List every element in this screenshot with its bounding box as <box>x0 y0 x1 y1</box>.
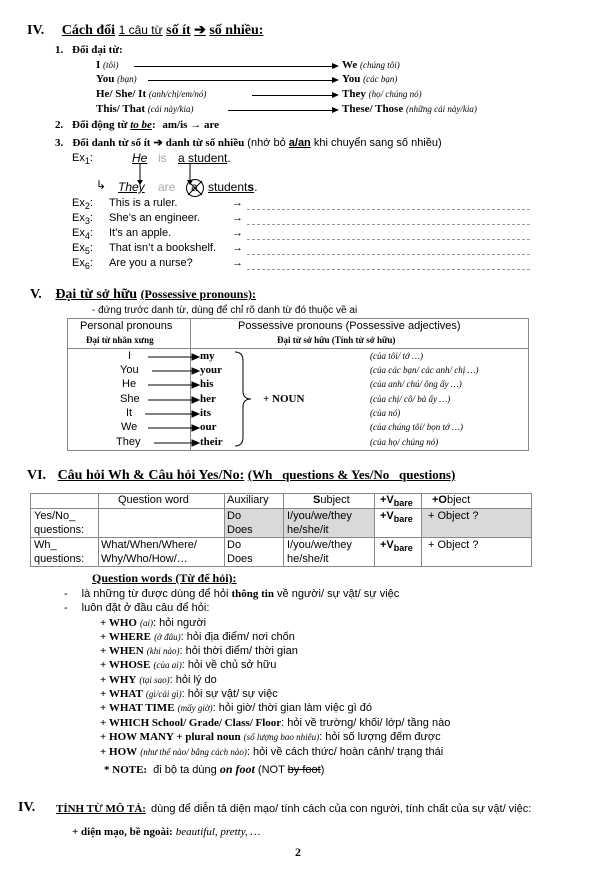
item-2-colon: : <box>151 119 156 131</box>
wh-head-auxiliary: Auxiliary <box>227 494 269 506</box>
qw-item-where <box>100 631 295 643</box>
possessive-arrowhead-our <box>192 425 199 431</box>
pronoun-right: They <box>342 88 366 100</box>
possessive-subheader: Đại từ sở hữu (Tính từ sở hữu) <box>277 335 396 345</box>
section-7-item <box>72 826 260 838</box>
ex3-arrow: → <box>232 212 243 224</box>
pronoun-right: You <box>342 73 361 85</box>
wh-r2-qw-a: What/When/Where/ <box>101 539 197 551</box>
wh-r2-verb-a: +V <box>380 539 394 551</box>
wh-head-verb <box>380 494 413 508</box>
qw-item-how-many <box>100 731 441 743</box>
section-6-title-a: Câu hỏi Wh & Câu hỏi Yes/No: <box>57 468 245 483</box>
ex2-arrow: → <box>232 197 243 209</box>
qw-bullet-1 <box>64 588 399 600</box>
note-line <box>104 762 324 777</box>
pronoun-you: You <box>120 364 139 376</box>
qw-item-who <box>100 617 206 629</box>
wh-head-question-word: Question word <box>118 494 189 506</box>
ex-colon: : <box>89 197 93 209</box>
item-1-label: Đổi đại từ: <box>72 44 123 56</box>
qw-bullet-1-c: về người/ sự vật/ sự việc <box>277 588 400 600</box>
wh-r2-verb-sub: bare <box>393 543 413 554</box>
question-words-title: Question words (Từ để hỏi): <box>92 571 237 585</box>
pronoun-left-note: (cái này/kia) <box>147 104 194 114</box>
wh-head-subject <box>313 494 350 506</box>
section-5-number: V. <box>30 287 42 302</box>
note-on-foot: on foot <box>219 762 255 776</box>
ex1-a-student-text: a student <box>178 151 228 165</box>
ex5-label <box>72 242 93 256</box>
wh-table-col-4 <box>374 493 375 567</box>
qw-bullet-1-dash: - <box>64 588 68 600</box>
qw-word: + WHERE <box>100 631 151 643</box>
pronoun-row-3-right <box>342 88 422 100</box>
qw-note: (số lượng bao nhiêu) <box>243 732 320 742</box>
ex-label: Ex <box>72 227 85 239</box>
qw-note: (như thế nào/ bằng cách nào) <box>140 747 247 757</box>
pronoun-they: They <box>116 436 141 448</box>
qw-meaning: : hỏi về cách thức/ hoàn cảnh/ trạng thái <box>246 746 444 758</box>
possessive-arrowhead-her <box>192 397 199 403</box>
note-close: ) <box>320 764 325 776</box>
section-5-heading <box>30 287 256 303</box>
meaning-my: (của tôi/ tớ …) <box>370 351 424 361</box>
wh-r2-object: + Object ? <box>428 539 479 551</box>
pronoun-arrowhead-1 <box>332 63 339 69</box>
qw-item-what-time <box>100 702 372 714</box>
item-3-label-b: danh từ số nhiều <box>165 137 245 149</box>
ex5-answer-line[interactable] <box>247 254 530 255</box>
pronoun-right: These/ Those <box>342 103 404 115</box>
item-3-label-a: Đổi danh từ số ít <box>72 137 151 149</box>
item-3-note-a: (nhớ bỏ <box>247 137 286 149</box>
wh-r1-verb-a: +V <box>380 510 394 522</box>
item-2-verb: to be <box>130 119 152 131</box>
qw-item-whose <box>100 659 276 671</box>
ex1-they: They <box>118 180 145 194</box>
wh-r2-label-a: Wh_ <box>34 539 57 551</box>
section-4-title-a: Cách đổi <box>61 23 116 38</box>
section-6-title-b: (Wh_ questions & Yes/No_ questions) <box>247 467 456 482</box>
ex1-is: is <box>158 151 167 165</box>
page-number: 2 <box>295 845 301 859</box>
poss-our: our <box>200 421 217 433</box>
ex-sub: 3 <box>84 216 90 227</box>
pronoun-left-note: (bạn) <box>117 74 137 84</box>
pronoun-right-note: (chúng tôi) <box>360 60 400 70</box>
note-label: * NOTE: <box>104 764 148 776</box>
ex-sub: 5 <box>84 246 90 257</box>
item-2-result: are <box>203 119 220 131</box>
section-5-desc-text: đứng trước danh từ, dùng để chỉ rõ danh từ đó thuộc về ai <box>98 305 358 316</box>
ex-label: Ex <box>72 242 85 254</box>
section-7-desc: dùng để diễn tả diện mạo/ tính cách của con người, tính chất của sự vật/ việc: <box>151 803 532 815</box>
wh-r1-label-b: questions: <box>34 524 85 536</box>
pronoun-row-1-right <box>342 59 400 71</box>
ex-sub: 4 <box>84 231 90 242</box>
pronoun-left-note: (tôi) <box>103 60 119 70</box>
possessive-arrows <box>140 350 200 450</box>
meaning-its: (của nó) <box>370 408 401 418</box>
qw-meaning: : hỏi lý do <box>169 674 217 686</box>
qw-word: + WHAT <box>100 688 143 700</box>
wh-r1-verb-sub: bare <box>393 514 413 525</box>
pronoun-arrowhead-3 <box>332 92 339 98</box>
wh-head-object-a: +O <box>432 494 447 506</box>
ex1-label <box>72 152 93 166</box>
poss-my: my <box>200 350 215 362</box>
possessive-header: Possessive pronouns (Possessive adjectives) <box>238 320 461 332</box>
section-5-bullet: - <box>92 305 96 316</box>
ex1-he: He <box>132 151 148 165</box>
ex3-answer-line[interactable] <box>247 224 530 225</box>
pronoun-row-4-left <box>96 103 194 115</box>
ex5-arrow: → <box>232 242 243 254</box>
ex-label: Ex <box>72 212 85 224</box>
pronoun-row-2-left <box>96 73 137 85</box>
possessive-arrowhead-his <box>192 382 199 388</box>
qw-bullet-2-dash: - <box>64 602 68 614</box>
qw-meaning: : hỏi sự vật/ sự việc <box>181 688 278 700</box>
section-5-desc <box>92 305 357 316</box>
qw-word: + WHEN <box>100 645 144 657</box>
section-4-title-c: số ít <box>166 23 191 38</box>
ex1-are: are <box>158 180 176 194</box>
item-2-label: Đổi động từ <box>72 119 128 131</box>
qw-word: + HOW <box>100 746 138 758</box>
item-3-arrow: ➔ <box>153 137 163 149</box>
meaning-our: (của chúng tôi/ bọn tớ …) <box>370 422 464 432</box>
wh-table-line-2 <box>30 537 532 538</box>
wh-r1-aux-a: Do <box>227 510 242 522</box>
qw-item-which <box>100 717 450 729</box>
qw-word: + WHOSE <box>100 659 151 671</box>
ex3-label <box>72 212 93 226</box>
qw-word: + WHO <box>100 617 137 629</box>
possessive-arrowhead-my <box>192 354 199 360</box>
qw-meaning: : hỏi số lượng đếm được <box>319 731 441 743</box>
personal-pronouns-subheader: Đại từ nhân xưng <box>86 335 154 345</box>
item-3-note-c: khi chuyển sang số nhiều) <box>313 137 442 149</box>
qw-item-how <box>100 746 443 758</box>
qw-bullet-2-text: luôn đặt ở đầu câu để hỏi: <box>81 602 210 614</box>
item-3-number: 3. <box>55 137 64 149</box>
pronoun-we: We <box>121 421 138 433</box>
pronoun-right-note: (những cái này/kia) <box>405 104 477 114</box>
pronoun-left: I <box>96 59 101 71</box>
section-6-number: VI. <box>27 468 47 483</box>
wh-table-col-1 <box>98 493 99 567</box>
note-by-foot: by foot <box>287 764 321 776</box>
pronoun-left-note: (anh/chị/em/nó) <box>148 89 207 99</box>
ex3-text: She’s an engineer. <box>109 212 200 224</box>
ex-sub: 6 <box>84 261 90 272</box>
qw-bullet-2 <box>64 602 209 614</box>
wh-r2-subj-a: I/you/we/they <box>287 539 352 551</box>
ex1-students <box>208 180 257 194</box>
pronoun-row-4-right <box>342 103 477 115</box>
item-2-line <box>55 119 219 131</box>
section-7-line <box>56 803 531 815</box>
wh-r2-label-b: questions: <box>34 553 85 565</box>
pronoun-row-2-right <box>342 73 397 85</box>
item-1-heading <box>55 44 123 56</box>
qw-item-why <box>100 674 217 686</box>
qw-note: (mấy giờ) <box>177 703 213 713</box>
qw-note: (khi nào) <box>146 646 180 656</box>
ex-colon: : <box>89 212 93 224</box>
pronoun-arrowhead-2 <box>332 77 339 83</box>
ex6-text: Are you a nurse? <box>109 257 193 269</box>
ex1-students-a: student <box>208 180 248 194</box>
qw-word: + WHICH School/ Grade/ Class/ Floor <box>100 717 282 729</box>
pronoun-he: He <box>122 378 137 390</box>
pronoun-row-3-left <box>96 88 206 100</box>
pronoun-left: This/ That <box>96 103 146 115</box>
ex-colon: : <box>89 257 93 269</box>
qw-note: (của ai) <box>153 660 182 670</box>
ex6-arrow: → <box>232 257 243 269</box>
ex6-answer-line[interactable] <box>247 269 530 270</box>
qw-item-what <box>100 688 278 700</box>
section-7-item-label: + diện mạo, bề ngoài: <box>72 826 173 838</box>
qw-word: + WHY <box>100 674 137 686</box>
qw-note: (ở đâu) <box>154 632 181 642</box>
section-4-title-d: số nhiều: <box>209 23 264 38</box>
meaning-their: (của họ/ chúng nó) <box>370 437 439 447</box>
qw-meaning: : hỏi thời điểm/ thời gian <box>179 645 298 657</box>
pronoun-arrow-4 <box>228 110 332 111</box>
qw-word: + WHAT TIME <box>100 702 175 714</box>
qw-meaning: : hỏi về trường/ khối/ lớp/ tầng nào <box>281 717 451 729</box>
possessive-arrowhead-their <box>192 440 199 446</box>
section-6-heading <box>27 467 455 484</box>
qw-meaning: : hỏi người <box>153 617 207 629</box>
item-1-number: 1. <box>55 44 64 56</box>
ex4-label <box>72 227 93 241</box>
wh-r1-verb <box>380 510 413 524</box>
meaning-your: (của các bạn/ các anh/ chị …) <box>370 365 479 375</box>
wh-r2-aux-b: Does <box>227 553 253 565</box>
section-7-number: IV. <box>18 800 36 815</box>
wh-r1-label-a: Yes/No_ <box>34 510 76 522</box>
ex2-text: This is a ruler. <box>109 197 178 209</box>
wh-r2-qw-b: Why/Who/How/… <box>101 553 188 565</box>
wh-r2-aux-a: Do <box>227 539 242 551</box>
pronoun-row-1-left <box>96 59 119 71</box>
qw-note: (tại sao) <box>139 675 170 685</box>
ex1-students-b: s <box>247 180 255 194</box>
pronoun-arrow-2 <box>148 80 332 81</box>
wh-table <box>30 493 532 567</box>
pronoun-right: We <box>342 59 358 71</box>
poss-her: her <box>200 393 216 405</box>
ex1-label-colon: : <box>89 152 93 164</box>
ex2-label <box>72 197 93 211</box>
ex-colon: : <box>89 242 93 254</box>
wh-r1-subj-a: I/you/we/they <box>287 510 352 522</box>
item-3-note-b: a/an <box>288 137 311 149</box>
possessive-table-header-line <box>67 348 529 349</box>
plus-noun: + NOUN <box>263 393 305 405</box>
wh-head-object <box>432 494 470 506</box>
poss-its: its <box>200 407 211 419</box>
qw-bullet-1-a: là những từ được dùng để hỏi <box>81 588 229 600</box>
ex1-label-sub: 1 <box>84 156 90 167</box>
poss-his: his <box>200 378 214 390</box>
ex1-period2: . <box>254 180 258 194</box>
pronoun-it: It <box>126 407 133 419</box>
pronoun-i: I <box>128 350 132 362</box>
meaning-her: (của chị/ cô/ bà ấy …) <box>370 394 451 404</box>
pronoun-arrow-1 <box>134 66 332 67</box>
qw-meaning: : hỏi giờ/ thời gian làm việc gì đó <box>212 702 372 714</box>
section-4-number: IV. <box>27 23 45 38</box>
section-7-title: TÍNH TỪ MÔ TẢ: <box>56 803 146 815</box>
section-4-heading <box>27 22 263 39</box>
ex4-arrow: → <box>232 227 243 239</box>
ex1-a: a <box>191 180 198 194</box>
pronoun-arrowhead-4 <box>332 107 339 113</box>
wh-r1-subj-b: he/she/it <box>287 524 329 536</box>
item-3-line <box>55 136 442 149</box>
ex-label: Ex <box>72 197 85 209</box>
pronoun-left: He/ She/ It <box>96 88 147 100</box>
poss-your: your <box>200 364 222 376</box>
item-2-arrow: → <box>190 119 202 131</box>
qw-meaning: : hỏi về chủ sở hữu <box>181 659 277 671</box>
wh-head-object-b: bject <box>446 494 471 506</box>
ex-colon: : <box>89 227 93 239</box>
pronoun-she: She <box>120 393 140 405</box>
section-7-item-examples: beautiful, pretty, … <box>175 826 261 838</box>
ex2-answer-line[interactable] <box>247 209 530 210</box>
ex1-period: . <box>227 151 231 165</box>
qw-note: (ai) <box>140 618 153 628</box>
qw-item-when <box>100 645 298 657</box>
possessive-arrowhead-your <box>192 368 199 374</box>
section-5-title-a: Đại từ sở hữu <box>55 287 138 302</box>
pronoun-right-note: (các bạn) <box>363 74 398 84</box>
pronoun-arrow-3 <box>252 95 332 96</box>
ex4-text: It’s an apple. <box>109 227 172 239</box>
wh-head-subject-a: S <box>313 494 321 506</box>
pronoun-left: You <box>96 73 115 85</box>
ex-sub: 2 <box>84 201 90 212</box>
wh-r1-aux-b: Does <box>227 524 253 536</box>
wh-head-subject-b: ubject <box>320 494 350 506</box>
qw-note: (gì/cái gì) <box>145 689 182 699</box>
wh-head-verb-a: +V <box>380 494 394 506</box>
ex1-hook: ↳ <box>96 178 107 192</box>
possessive-arrowhead-its <box>192 411 199 417</box>
note-not: (NOT <box>257 764 285 776</box>
pronoun-right-note: (họ/ chúng nó) <box>368 89 422 99</box>
item-2-forms: am/is <box>162 119 188 131</box>
ex1-label-text: Ex <box>72 152 85 164</box>
wh-r2-subj-b: he/she/it <box>287 553 329 565</box>
wh-r2-verb <box>380 539 413 553</box>
wh-r1-object: + Object ? <box>428 510 479 522</box>
section-4-title-arrow: ➔ <box>194 23 206 38</box>
ex6-label <box>72 257 93 271</box>
wh-head-verb-sub: bare <box>393 498 413 509</box>
section-4-title-b: 1 câu từ <box>118 23 163 37</box>
personal-pronouns-header: Personal pronouns <box>80 320 173 332</box>
qw-word: + HOW MANY + plural noun <box>100 731 241 743</box>
ex4-answer-line[interactable] <box>247 239 530 240</box>
curly-brace <box>233 351 253 447</box>
qw-meaning: : hỏi địa điểm/ nơi chốn <box>180 631 295 643</box>
note-text: đi bộ ta dùng <box>153 764 217 776</box>
ex-label: Ex <box>72 257 85 269</box>
ex5-text: That isn’t a bookshelf. <box>109 242 217 254</box>
meaning-his: (của anh/ chú/ ông ấy …) <box>370 379 462 389</box>
item-2-number: 2. <box>55 119 64 131</box>
section-5-title-b: (Possessive pronouns): <box>140 287 257 301</box>
poss-their: their <box>200 436 223 448</box>
qw-bullet-1-b: thông tin <box>231 588 274 600</box>
